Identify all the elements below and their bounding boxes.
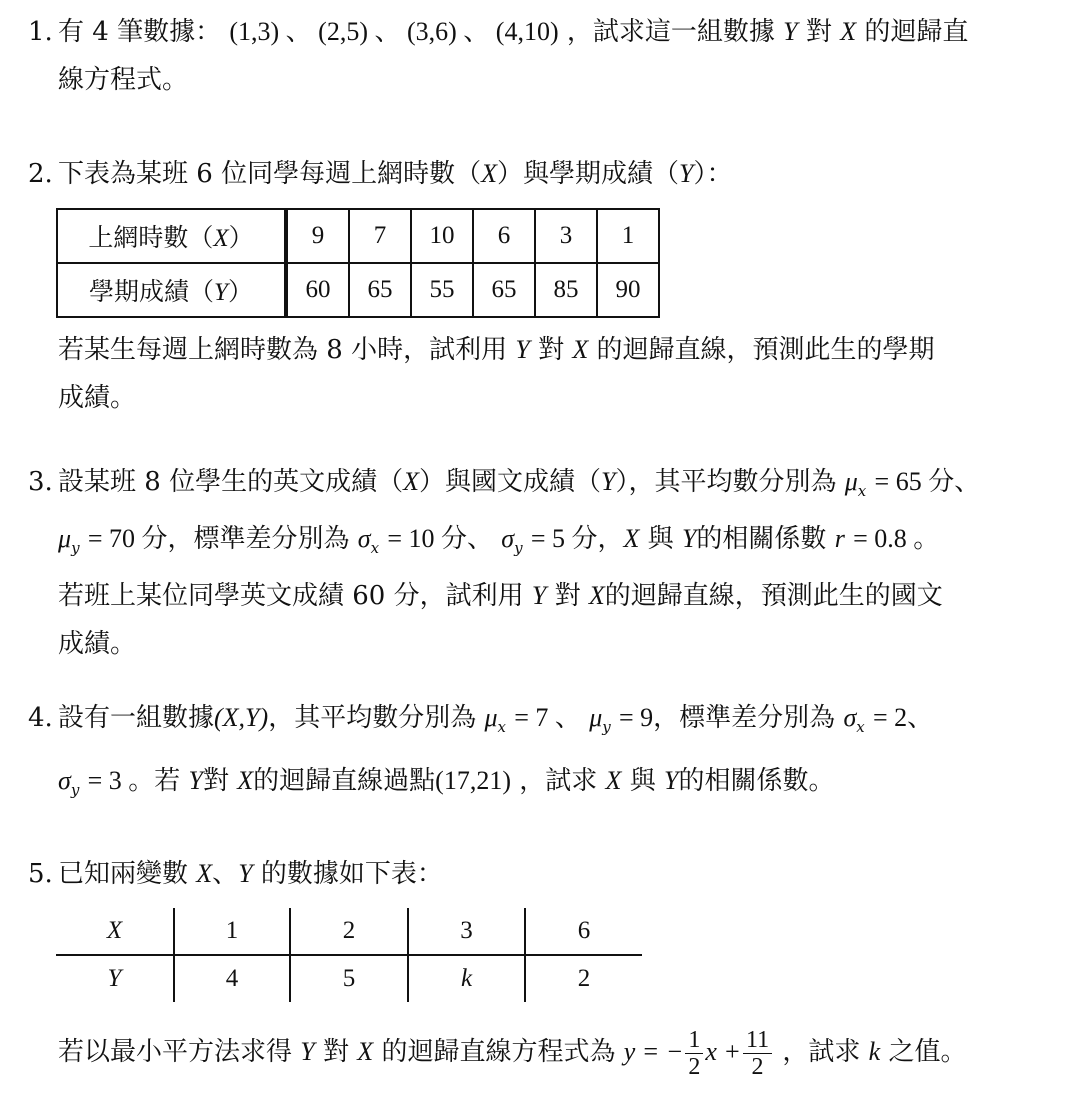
row-header-hours: 上網時數（X） (57, 209, 286, 263)
table-cell: 65 (473, 263, 535, 317)
problem-number: 1. (28, 17, 53, 47)
table-row (56, 908, 642, 955)
table-row (57, 263, 659, 317)
problem-3-line-1: 3. 設某班 8 位學生的英文成績（X）與國文成績（Y），其平均數分別為 $\mu_x = 65$ 分、 (28, 458, 1048, 515)
table-cell: 6 (473, 209, 535, 263)
problem-number: 5. (28, 859, 53, 889)
problem-2-question-line-2: 成績。 (58, 383, 137, 413)
table-cell: 1 (597, 209, 659, 263)
table-cell: X (56, 908, 174, 955)
problem-2-question-line-1: 若某生每週上網時數為 8 小時，試利用 Y 對 X 的迴歸直線，預測此生的學期 (58, 335, 935, 365)
problem-3 (28, 458, 1048, 668)
problem-4 (28, 694, 1048, 814)
table-cell: 6 (525, 908, 642, 955)
fraction-one-half: $\frac{1}{2}$ (685, 1027, 703, 1080)
table-cell: 5 (290, 955, 408, 1002)
problem-number: 3. (28, 467, 53, 497)
table-cell: 10 (411, 209, 473, 263)
problem-4-line-2: $\sigma_y = 3$ 。若 Y對 X的迴歸直線過點(17,21) ，試求 X 與 Y的相關係數。 (58, 766, 835, 799)
problem-3-line-2: $\mu_y = 70$ 分，標準差分別為 $\sigma_x = 10$ 分、 $\sigma_y = 5$ 分，X 與 Y的相關係數 r = 0.8 。 (58, 524, 940, 557)
regression-equation-lhs: y = − (623, 1037, 684, 1066)
xy-data-table (56, 908, 642, 1002)
problem-1-line-1: 1. 有 4 筆數據： (1,3) 、 (2,5) 、 (3,6) 、 (4,10) ，試求這一組數據 Y 對 X 的迴歸直 (28, 8, 1048, 56)
table-row (57, 209, 659, 263)
table-cell: 9 (286, 209, 349, 263)
table-cell: 60 (286, 263, 349, 317)
internet-hours-score-table (56, 208, 660, 318)
problem-5-intro: 5. 已知兩變數 X、Y 的數據如下表： (28, 850, 1048, 898)
problem-number: 2. (28, 159, 53, 189)
table-cell: 7 (349, 209, 411, 263)
table-cell: 3 (408, 908, 525, 955)
table-cell: 90 (597, 263, 659, 317)
table-cell: 4 (174, 955, 290, 1002)
table-cell: 85 (535, 263, 597, 317)
problem-5-question-line: 若以最小平方法求得 Y 對 X 的迴歸直線方程式為 y = − $\frac{1}{2}$ x + $\frac{11}{2}$ ，試求 k 之值。 (58, 1026, 967, 1080)
problem-1 (28, 8, 1048, 104)
table-cell: Y (56, 955, 174, 1002)
table-cell: 1 (174, 908, 290, 955)
problem-3-line-4: 成績。 (58, 629, 137, 659)
problem-1-line-2: 線方程式。 (58, 65, 189, 95)
table-cell: 55 (411, 263, 473, 317)
problem-3-line-3: 若班上某位同學英文成績 60 分，試利用 Y 對 X的迴歸直線，預測此生的國文 (58, 581, 943, 611)
table-cell: 2 (290, 908, 408, 955)
table-cell: k (408, 955, 525, 1002)
table-row (56, 955, 642, 1002)
problem-number: 4. (28, 703, 53, 733)
problem-5-question (28, 1022, 1048, 1082)
row-header-score: 學期成績（Y） (57, 263, 286, 317)
table-cell: 2 (577, 965, 591, 992)
data-points: (1,3) 、 (2,5) 、 (3,6) 、 (4,10) (229, 17, 559, 46)
problem-2-intro: 2. 下表為某班 6 位同學每週上網時數（X）與學期成績（Y）： (28, 150, 1048, 198)
problem-4-line-1: 4. 設有一組數據(X,Y)，其平均數分別為 $\mu_x = 7$ 、 $\mu_y = 9$，標準差分別為 $\sigma_x = 2$、 (28, 694, 1048, 751)
table-cell: 65 (349, 263, 411, 317)
table-cell: 3 (535, 209, 597, 263)
fraction-eleven-halves: $\frac{11}{2}$ (743, 1027, 772, 1080)
problem-2-question (28, 326, 1048, 422)
